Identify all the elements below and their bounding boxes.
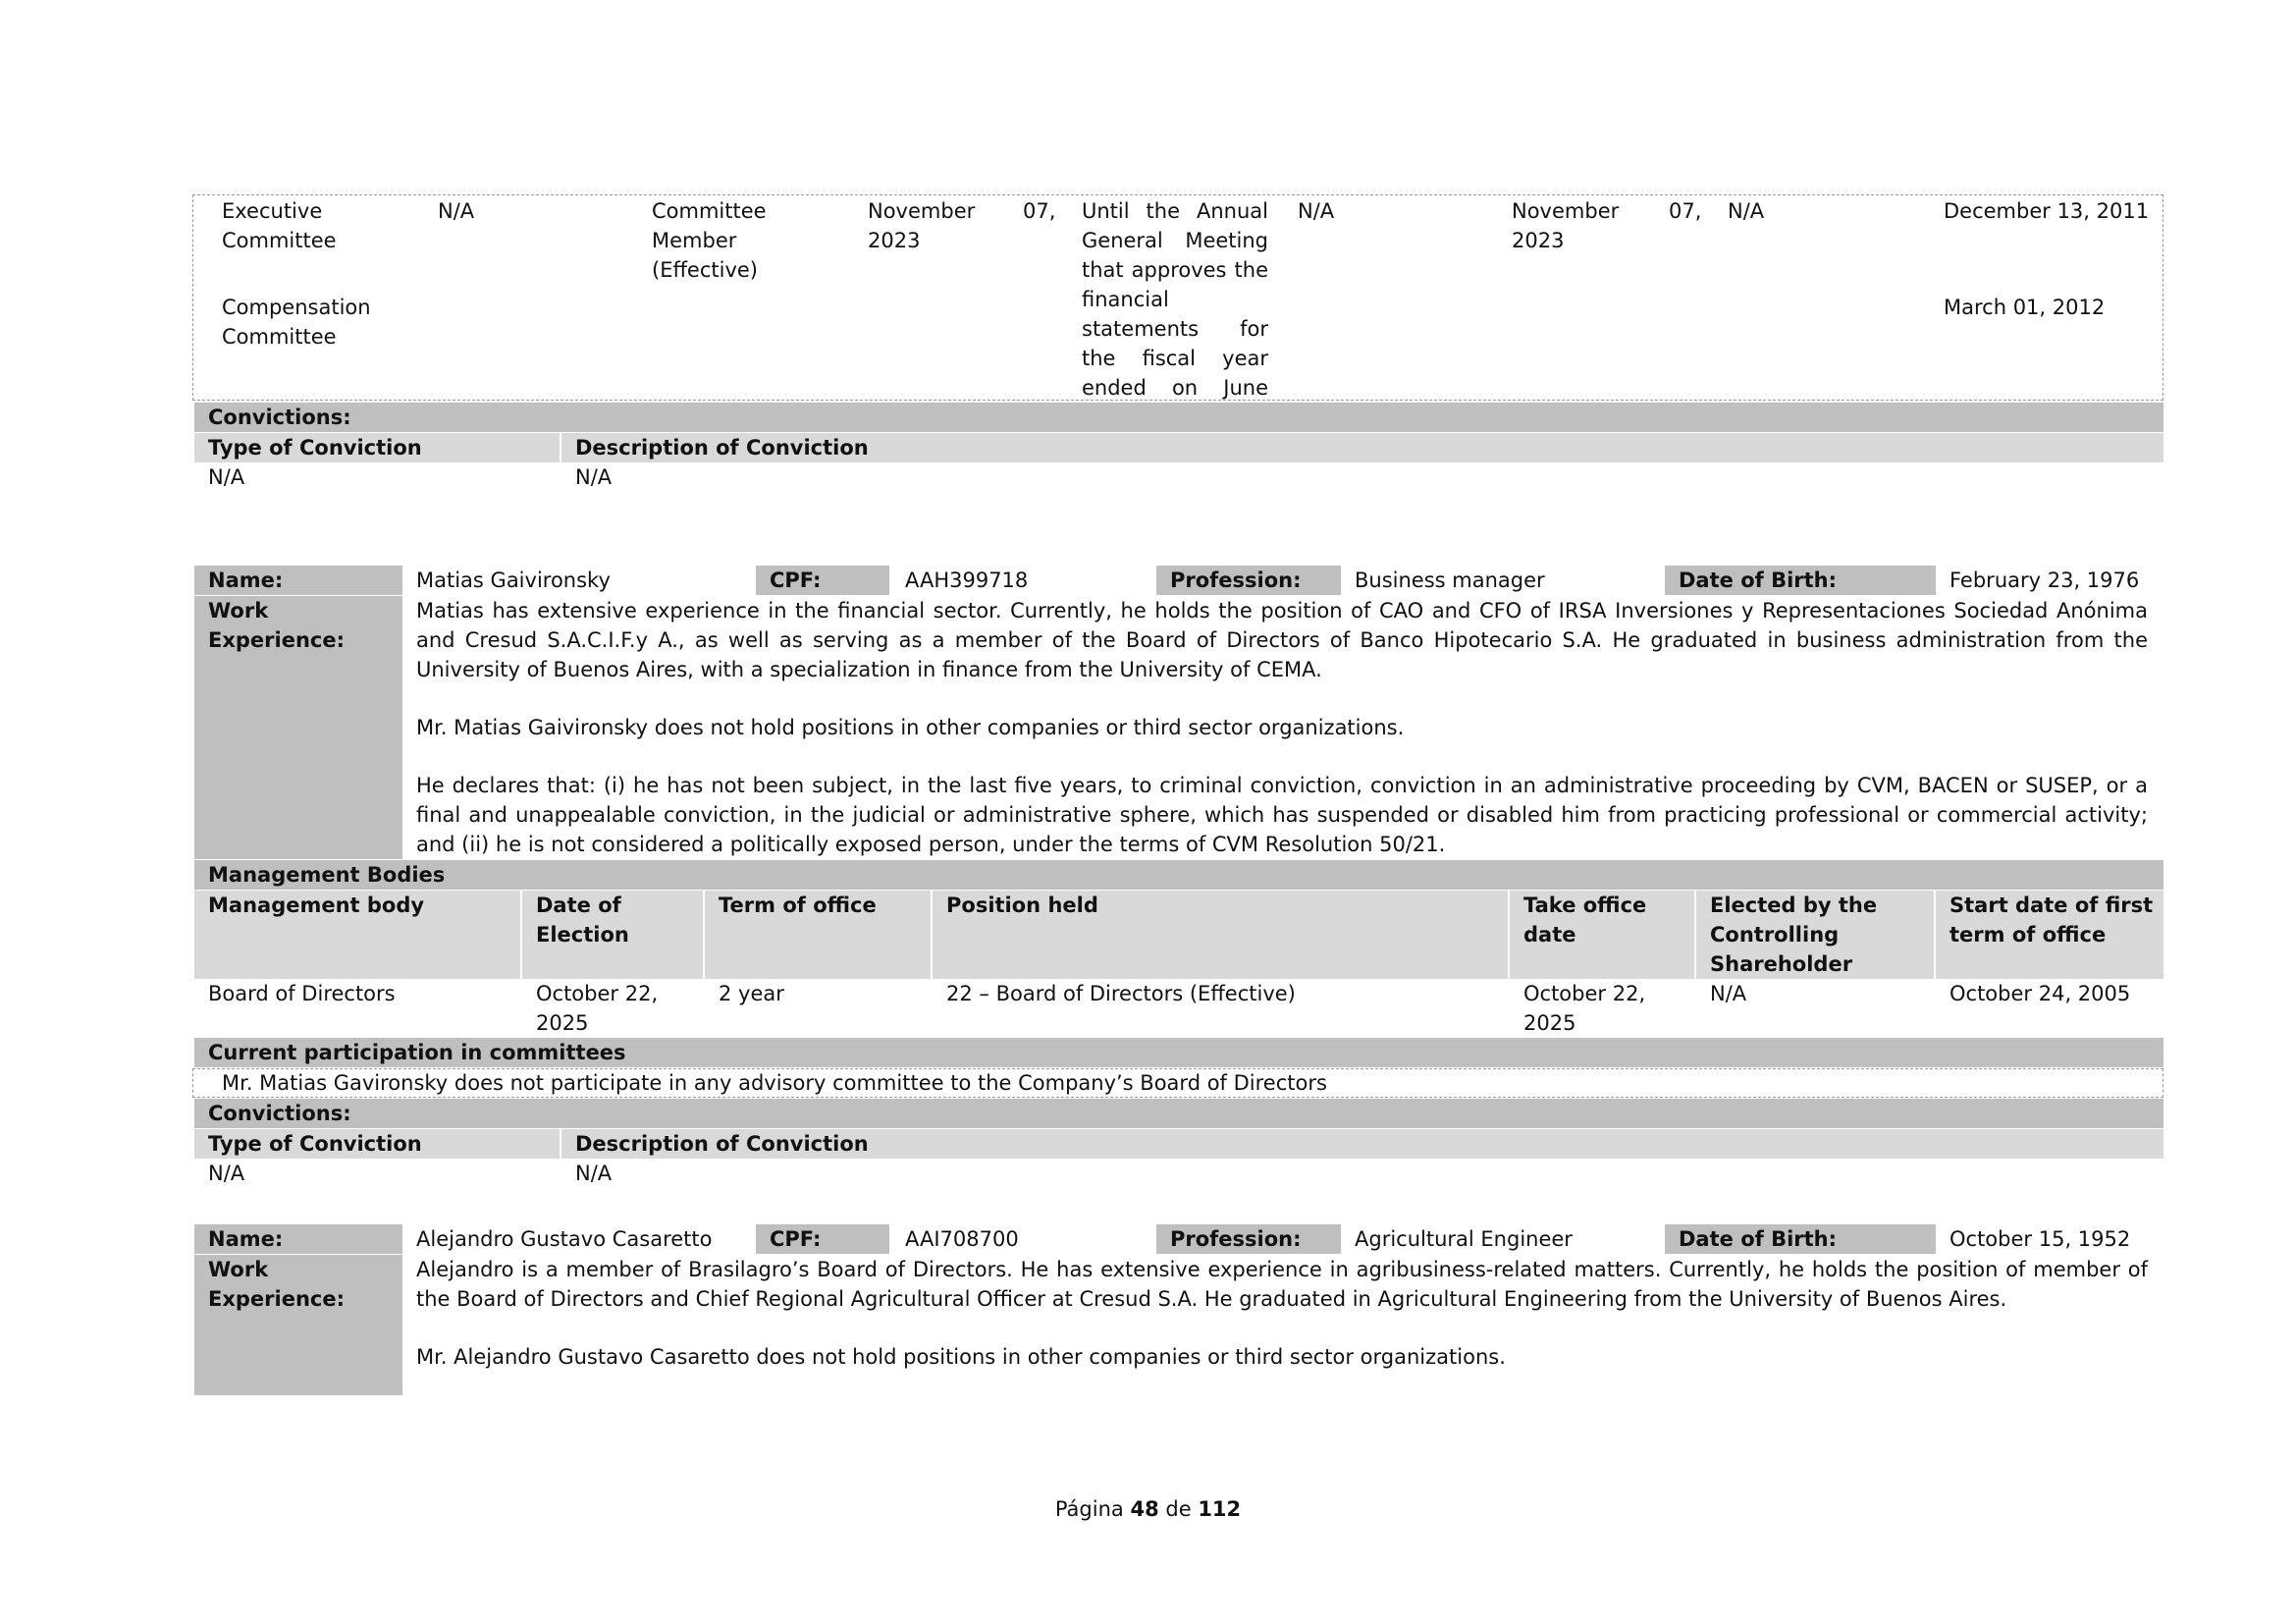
- page-footer: [0, 1494, 2296, 1524]
- committee-take-c: 2023: [1512, 229, 1565, 252]
- committee-elected-c: 2023: [868, 229, 921, 252]
- conviction-desc-header: Description of Conviction: [575, 436, 869, 460]
- committee-elected-a: November: [868, 199, 976, 223]
- committee-term: Until the Annual General Meeting that approves the financial statements for the fiscal year ended on June: [1082, 199, 1268, 400]
- p1-work-p1: Matias has extensive experience in the financial sector. Currently, he holds the position of CAO and CFO of IRSA Inversiones y Representaciones Sociedad Anónima and Cresud S.A.C.I.F.y A., as well as serving as a member of the Board of Directors of Banco Hipotecario S.A. He graduated in business administration from the University of Buenos Aires, with a specialization in finance from the University of CEMA.: [416, 599, 2148, 681]
- conviction-desc-value: N/A: [575, 465, 613, 489]
- committee-col2: N/A: [438, 199, 475, 223]
- p1-cpf-label: CPF:: [756, 566, 889, 595]
- p1-committees-text: Mr. Matias Gavironsky does not participate in any advisory committee to the Company’s Board of Directors: [222, 1071, 1327, 1095]
- p2-work-label: Work Experience:: [194, 1255, 402, 1395]
- p2-work-p2: Mr. Alejandro Gustavo Casaretto does not hold positions in other companies or third sector organizations.: [416, 1345, 1506, 1369]
- p1-mgmt-h-controlling: Elected by the Controlling Shareholder: [1696, 891, 1934, 979]
- conviction-type-header: Type of Conviction: [208, 436, 422, 460]
- p1-mgmt-v-body: Board of Directors: [208, 982, 396, 1005]
- p1-conv-header-row: [194, 1129, 2163, 1159]
- p1-mgmt-title: Management Bodies: [194, 860, 2163, 890]
- p1-dob: February 23, 1976: [1949, 568, 2140, 592]
- footer-of: de: [1165, 1497, 1192, 1521]
- committee-take-a: November: [1512, 199, 1620, 223]
- p1-mgmt-v-controlling: N/A: [1710, 982, 1747, 1005]
- committee-elected-b: 07,: [1023, 199, 1056, 223]
- p1-profession: Business manager: [1355, 568, 1545, 592]
- footer-prefix: Página: [1054, 1497, 1124, 1521]
- p1-name: Matias Gaivironsky: [416, 568, 611, 592]
- committee-position: Committee Member (Effective): [652, 199, 767, 282]
- committee-col6: N/A: [1298, 199, 1335, 223]
- p1-conv-desc-header: Description of Conviction: [575, 1132, 869, 1156]
- p1-cpf: AAH399718: [905, 568, 1029, 592]
- p1-work-label: Work Experience:: [194, 596, 402, 859]
- p1-mgmt-h-term: Term of office: [705, 891, 931, 979]
- p1-conv-desc: N/A: [575, 1162, 613, 1185]
- footer-total-pages: 112: [1198, 1497, 1242, 1521]
- p1-mgmt-v-position: 22 – Board of Directors (Effective): [946, 982, 1296, 1005]
- p1-name-label: Name:: [194, 566, 402, 595]
- committee-col8: N/A: [1728, 199, 1765, 223]
- p1-profession-label: Profession:: [1156, 566, 1341, 595]
- p1-mgmt-h-body: Management body: [194, 891, 520, 979]
- committee-body-1: Executive Committee: [222, 199, 337, 252]
- p1-work-p3: He declares that: (i) he has not been subject, in the last five years, to criminal conviction, conviction in an administrative proceeding by CVM, BACEN or SUSEP, or a final and unappealable conviction, in the judicial or administrative sphere, which has suspended or disabled him from practicing professional or commercial activity; and (ii) he is not considered a politically exposed person, under the terms of CVM Resolution 50/21.: [416, 774, 2148, 856]
- p2-name-label: Name:: [194, 1224, 402, 1254]
- p1-conv-header-divider: [560, 1129, 561, 1159]
- p1-committees-title: Current participation in committees: [194, 1038, 2163, 1067]
- p2-work-p1: Alejandro is a member of Brasilagro’s Board of Directors. He has extensive experience in agribusiness-related matters. Currently, he holds the position of member of the Board of Directors and Chief Regional Agricultural Officer at Cresud S.A. He graduated in Agricultural Engineering from the University of Buenos Aires.: [416, 1258, 2148, 1311]
- p2-name: Alejandro Gustavo Casaretto: [416, 1227, 713, 1251]
- p1-mgmt-h-position: Position held: [933, 891, 1508, 979]
- p1-mgmt-v-first-term: October 24, 2005: [1949, 982, 2131, 1005]
- convictions-header-divider: [560, 433, 561, 462]
- p1-conv-type: N/A: [208, 1162, 245, 1185]
- p2-cpf: AAI708700: [905, 1227, 1019, 1251]
- p1-mgmt-h-election: Date of Election: [522, 891, 703, 979]
- p1-conv-type-header: Type of Conviction: [208, 1132, 422, 1156]
- p2-dob-label: Date of Birth:: [1665, 1224, 1936, 1254]
- p2-profession: Agricultural Engineer: [1355, 1227, 1573, 1251]
- p1-mgmt-h-first-term: Start date of first term of office: [1936, 891, 2163, 979]
- convictions-title: Convictions:: [194, 403, 2163, 432]
- p1-mgmt-v-take: October 22, 2025: [1523, 982, 1646, 1035]
- p2-cpf-label: CPF:: [756, 1224, 889, 1254]
- committee-take-b: 07,: [1669, 199, 1702, 223]
- p1-work-p2: Mr. Matias Gaivironsky does not hold positions in other companies or third sector organizations.: [416, 716, 1405, 739]
- conviction-type-value: N/A: [208, 465, 245, 489]
- footer-page-number: 48: [1130, 1497, 1159, 1521]
- p1-mgmt-h-take: Take office date: [1510, 891, 1694, 979]
- committee-first-term-1: December 13, 2011: [1944, 199, 2150, 223]
- committee-body-2: Compensation Committee: [222, 296, 371, 349]
- convictions-header-row: [194, 433, 2163, 462]
- p1-conv-title: Convictions:: [194, 1099, 2163, 1128]
- p1-mgmt-v-term: 2 year: [719, 982, 784, 1005]
- committee-first-term-2: March 01, 2012: [1944, 296, 2106, 319]
- p1-mgmt-v-election: October 22, 2025: [536, 982, 659, 1035]
- p2-dob: October 15, 1952: [1949, 1227, 2131, 1251]
- p2-profession-label: Profession:: [1156, 1224, 1341, 1254]
- p1-dob-label: Date of Birth:: [1665, 566, 1936, 595]
